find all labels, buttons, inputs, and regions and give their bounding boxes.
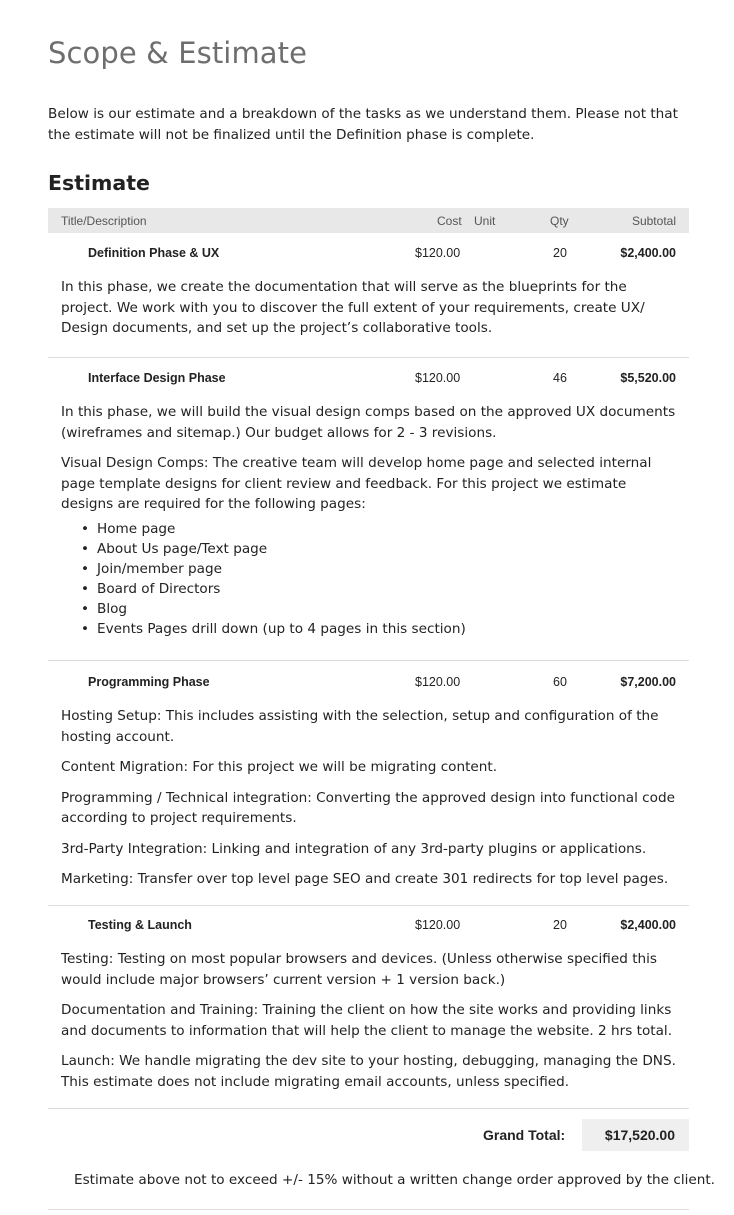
list-item: • Join/member page: [81, 559, 681, 579]
list-item: • About Us page/Text page: [81, 539, 681, 559]
item-qty: 60: [553, 675, 567, 689]
grand-total-label: Grand Total:: [483, 1127, 566, 1143]
item-qty: 20: [553, 246, 567, 260]
item-subtotal: $2,400.00: [620, 918, 676, 932]
item-qty: 20: [553, 918, 567, 932]
list-item: • Events Pages drill down (up to 4 pages in this section): [81, 619, 681, 639]
description-paragraph: Content Migration: For this project we will be migrating content.: [61, 759, 498, 775]
table-row: [48, 675, 689, 695]
item-title: Programming Phase: [88, 675, 210, 689]
item-subtotal: $5,520.00: [620, 371, 676, 385]
table-row: [48, 246, 689, 266]
list-item: • Board of Directors: [81, 579, 681, 599]
row-divider: [48, 905, 689, 906]
description-paragraph: Programming / Technical integration: Converting the approved design into functional code according to project requirements.: [61, 789, 675, 826]
estimate-footnote: Estimate above not to exceed +/- 15% without a written change order approved by the client.: [74, 1172, 716, 1188]
description-paragraph: Hosting Setup: This includes assisting with the selection, setup and configuration of the hosting account.: [61, 708, 659, 745]
item-subtotal: $2,400.00: [620, 246, 676, 260]
page-title: Scope & Estimate: [48, 36, 308, 70]
list-item: • Home page: [81, 519, 681, 539]
header-unit: Unit: [474, 214, 496, 228]
description-paragraph: Marketing: Transfer over top level page SEO and create 301 redirects for top level pages.: [61, 871, 669, 887]
item-cost: $120.00: [415, 371, 461, 385]
page-list: [61, 519, 681, 639]
description-paragraph: Documentation and Training: Training the client on how the site works and providing links and documents to information that will help the client to manage the website. 2 hrs total.: [61, 1002, 673, 1039]
description-paragraph: In this phase, we will build the visual design comps based on the approved UX documents (wireframes and sitemap.) Our budget allows for 2 - 3 revisions.: [61, 404, 676, 441]
header-title-description: Title/Description: [61, 214, 147, 228]
description-paragraph: 3rd-Party Integration: Linking and integration of any 3rd-party plugins or applications.: [61, 840, 647, 857]
item-description: [61, 402, 681, 639]
description-paragraph: In this phase, we create the documentation that will serve as the blueprints for the project. We work with you to discover the full extent of your requirements, create UX/ Design documents, and set up the project’s collaborative tools.: [61, 279, 645, 336]
table-row: [48, 918, 689, 938]
item-title: Testing & Launch: [88, 918, 192, 932]
list-item: • Blog: [81, 599, 681, 619]
row-divider: [48, 660, 689, 661]
row-divider: [48, 1108, 689, 1109]
grand-total-value: $17,520.00: [604, 1127, 675, 1143]
header-cost: Cost: [437, 214, 462, 228]
description-paragraph: Visual Design Comps: The creative team will develop home page and selected internal page template designs for client review and feedback. For this project we estimate designs are required for the following pages:: [61, 455, 652, 512]
item-cost: $120.00: [415, 675, 461, 689]
description-paragraph: Testing: Testing on most popular browsers and devices. (Unless otherwise specified this would include major browsers’ current version + 1 version back.): [61, 951, 657, 988]
estimate-heading: Estimate: [48, 171, 150, 195]
estimate-table-header: [48, 208, 689, 233]
item-subtotal: $7,200.00: [620, 675, 676, 689]
row-divider: [48, 357, 689, 358]
item-cost: $120.00: [415, 918, 461, 932]
item-cost: $120.00: [415, 246, 461, 260]
table-row: [48, 371, 689, 391]
description-paragraph: Launch: We handle migrating the dev site to your hosting, debugging, managing the DNS. This estimate does not include migrating email accounts, unless specified.: [61, 1053, 676, 1090]
footer-divider: [48, 1209, 689, 1210]
item-qty: 46: [553, 371, 567, 385]
item-title: Interface Design Phase: [88, 371, 226, 385]
item-description: [61, 277, 681, 349]
header-qty: Qty: [550, 214, 569, 228]
item-title: Definition Phase & UX: [88, 246, 220, 260]
item-description: [61, 706, 681, 900]
grand-total-box: [582, 1119, 689, 1151]
header-subtotal: Subtotal: [631, 214, 676, 228]
item-description: [61, 949, 681, 1102]
intro-text: Below is our estimate and a breakdown of the tasks as we understand them. Please not that the estimate will not be finalized until the Definition phase is complete.: [48, 106, 678, 143]
